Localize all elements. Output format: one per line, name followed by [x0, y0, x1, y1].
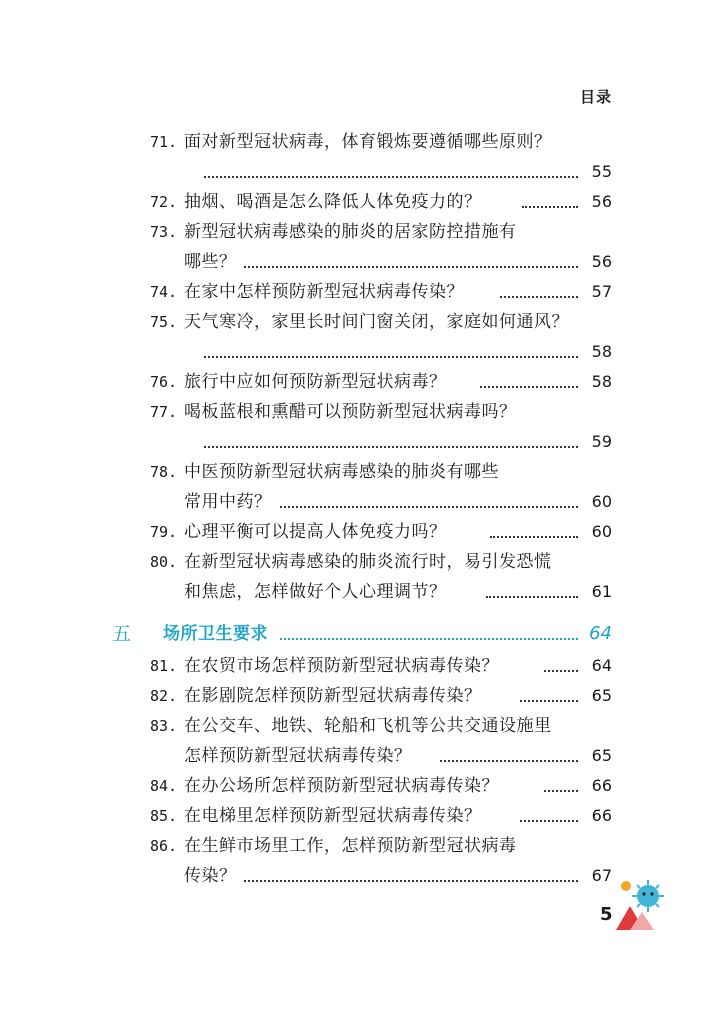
dot-leader — [480, 368, 578, 388]
entry-title: 旅行中应如何预防新型冠状病毒？ — [184, 372, 447, 392]
entry-title: 中医预防新型冠状病毒感染的肺炎有哪些 — [184, 462, 499, 482]
dot-leader — [522, 188, 578, 208]
page-number: 5 — [600, 904, 613, 925]
toc-entry-75-cont[interactable] — [150, 338, 620, 366]
dot-leader — [204, 158, 578, 178]
entry-number: 80. — [150, 553, 178, 571]
entry-title: 在电梯里怎样预防新型冠状病毒传染？ — [184, 806, 482, 826]
entry-number: 75. — [150, 313, 178, 331]
entry-title-cont: 常用中药？ — [184, 492, 272, 512]
dot-leader — [244, 248, 578, 268]
entry-title-cont: 传染？ — [184, 866, 237, 886]
dot-leader — [520, 802, 578, 822]
entry-title: 在生鲜市场里工作，怎样预防新型冠状病毒 — [184, 836, 517, 856]
entry-page: 58 — [591, 342, 612, 361]
entry-number: 79. — [150, 523, 178, 541]
entry-page: 55 — [591, 162, 612, 181]
toc-entry-75[interactable] — [150, 308, 620, 336]
toc-entry-83[interactable] — [150, 712, 620, 740]
entry-title: 在公交车、地铁、轮船和飞机等公共交通设施里 — [184, 716, 552, 736]
toc-entry-77-cont[interactable] — [150, 428, 620, 456]
section-title: 场所卫生要求 — [163, 624, 268, 644]
dot-leader — [544, 652, 578, 672]
dot-leader — [280, 488, 578, 508]
toc-entry-85[interactable] — [150, 802, 620, 830]
dot-leader — [520, 682, 578, 702]
entry-title: 在农贸市场怎样预防新型冠状病毒传染？ — [184, 656, 499, 676]
entry-number: 74. — [150, 283, 178, 301]
entry-page: 66 — [591, 806, 612, 825]
entry-number: 76. — [150, 373, 178, 391]
toc-entry-74[interactable] — [150, 278, 620, 306]
toc-entry-76[interactable] — [150, 368, 620, 396]
entry-page: 60 — [591, 492, 612, 511]
dot-leader — [544, 772, 578, 792]
entry-number: 85. — [150, 807, 178, 825]
entry-title-cont: 哪些？ — [184, 252, 237, 272]
toc-entry-83-cont[interactable] — [150, 742, 620, 770]
entry-number: 83. — [150, 717, 178, 735]
toc-entry-77[interactable] — [150, 398, 620, 426]
toc-entry-79[interactable] — [150, 518, 620, 546]
entry-page: 67 — [591, 866, 612, 885]
running-header: 目录 — [580, 88, 613, 106]
entry-title: 面对新型冠状病毒，体育锻炼要遵循哪些原则？ — [184, 132, 552, 152]
entry-title: 在新型冠状病毒感染的肺炎流行时，易引发恐慌 — [184, 552, 552, 572]
entry-page: 57 — [591, 282, 612, 301]
entry-page: 58 — [591, 372, 612, 391]
dot-leader — [280, 620, 578, 640]
section-heading[interactable] — [112, 620, 620, 648]
dot-leader — [440, 742, 578, 762]
entry-title: 在家中怎样预防新型冠状病毒传染？ — [184, 282, 464, 302]
toc-entry-73-cont[interactable] — [150, 248, 620, 276]
toc-entry-71[interactable] — [150, 128, 620, 156]
entry-number: 77. — [150, 403, 178, 421]
entry-title: 心理平衡可以提高人体免疫力吗？ — [184, 522, 447, 542]
entry-page: 61 — [591, 582, 612, 601]
entry-title: 新型冠状病毒感染的肺炎的居家防控措施有 — [184, 222, 517, 242]
toc-entry-84[interactable] — [150, 772, 620, 800]
entry-page: 59 — [591, 432, 612, 451]
entry-number: 81. — [150, 657, 178, 675]
toc-entry-86[interactable] — [150, 832, 620, 860]
entry-title-cont: 怎样预防新型冠状病毒传染？ — [184, 746, 412, 766]
entry-number: 72. — [150, 193, 178, 211]
toc-entry-72[interactable] — [150, 188, 620, 216]
entry-number: 86. — [150, 837, 178, 855]
entry-number: 73. — [150, 223, 178, 241]
entry-page: 56 — [591, 192, 612, 211]
toc-entry-80[interactable] — [150, 548, 620, 576]
dot-leader — [500, 278, 578, 298]
dot-leader — [486, 578, 578, 598]
entry-title-cont: 和焦虑，怎样做好个人心理调节？ — [184, 582, 447, 602]
dot-leader — [204, 428, 578, 448]
entry-page: 60 — [591, 522, 612, 541]
toc-entry-73[interactable] — [150, 218, 620, 246]
toc-entry-80-cont[interactable] — [150, 578, 620, 606]
section-number: 五 — [112, 623, 132, 645]
entry-title: 抽烟、喝酒是怎么降低人体免疫力的？ — [184, 192, 482, 212]
entry-page: 66 — [591, 776, 612, 795]
toc-entry-81[interactable] — [150, 652, 620, 680]
toc-entry-78-cont[interactable] — [150, 488, 620, 516]
toc-entry-78[interactable] — [150, 458, 620, 486]
entry-title: 喝板蓝根和熏醋可以预防新型冠状病毒吗？ — [184, 402, 517, 422]
entry-title: 在影剧院怎样预防新型冠状病毒传染？ — [184, 686, 482, 706]
entry-page: 64 — [591, 656, 612, 675]
entry-page: 65 — [591, 686, 612, 705]
toc-entry-82[interactable] — [150, 682, 620, 710]
dot-leader — [244, 862, 578, 882]
dot-leader — [204, 338, 578, 358]
toc-entry-86-cont[interactable] — [150, 862, 620, 890]
entry-number: 71. — [150, 133, 178, 151]
entry-number: 78. — [150, 463, 178, 481]
virus-illustration-icon — [612, 872, 672, 932]
section-page: 64 — [589, 623, 612, 644]
entry-title: 在办公场所怎样预防新型冠状病毒传染？ — [184, 776, 499, 796]
entry-page: 65 — [591, 746, 612, 765]
toc-entry-71-cont[interactable] — [150, 158, 620, 186]
entry-page: 56 — [591, 252, 612, 271]
dot-leader — [490, 518, 578, 538]
entry-title: 天气寒冷，家里长时间门窗关闭，家庭如何通风？ — [184, 312, 569, 332]
entry-number: 84. — [150, 777, 178, 795]
entry-number: 82. — [150, 687, 178, 705]
